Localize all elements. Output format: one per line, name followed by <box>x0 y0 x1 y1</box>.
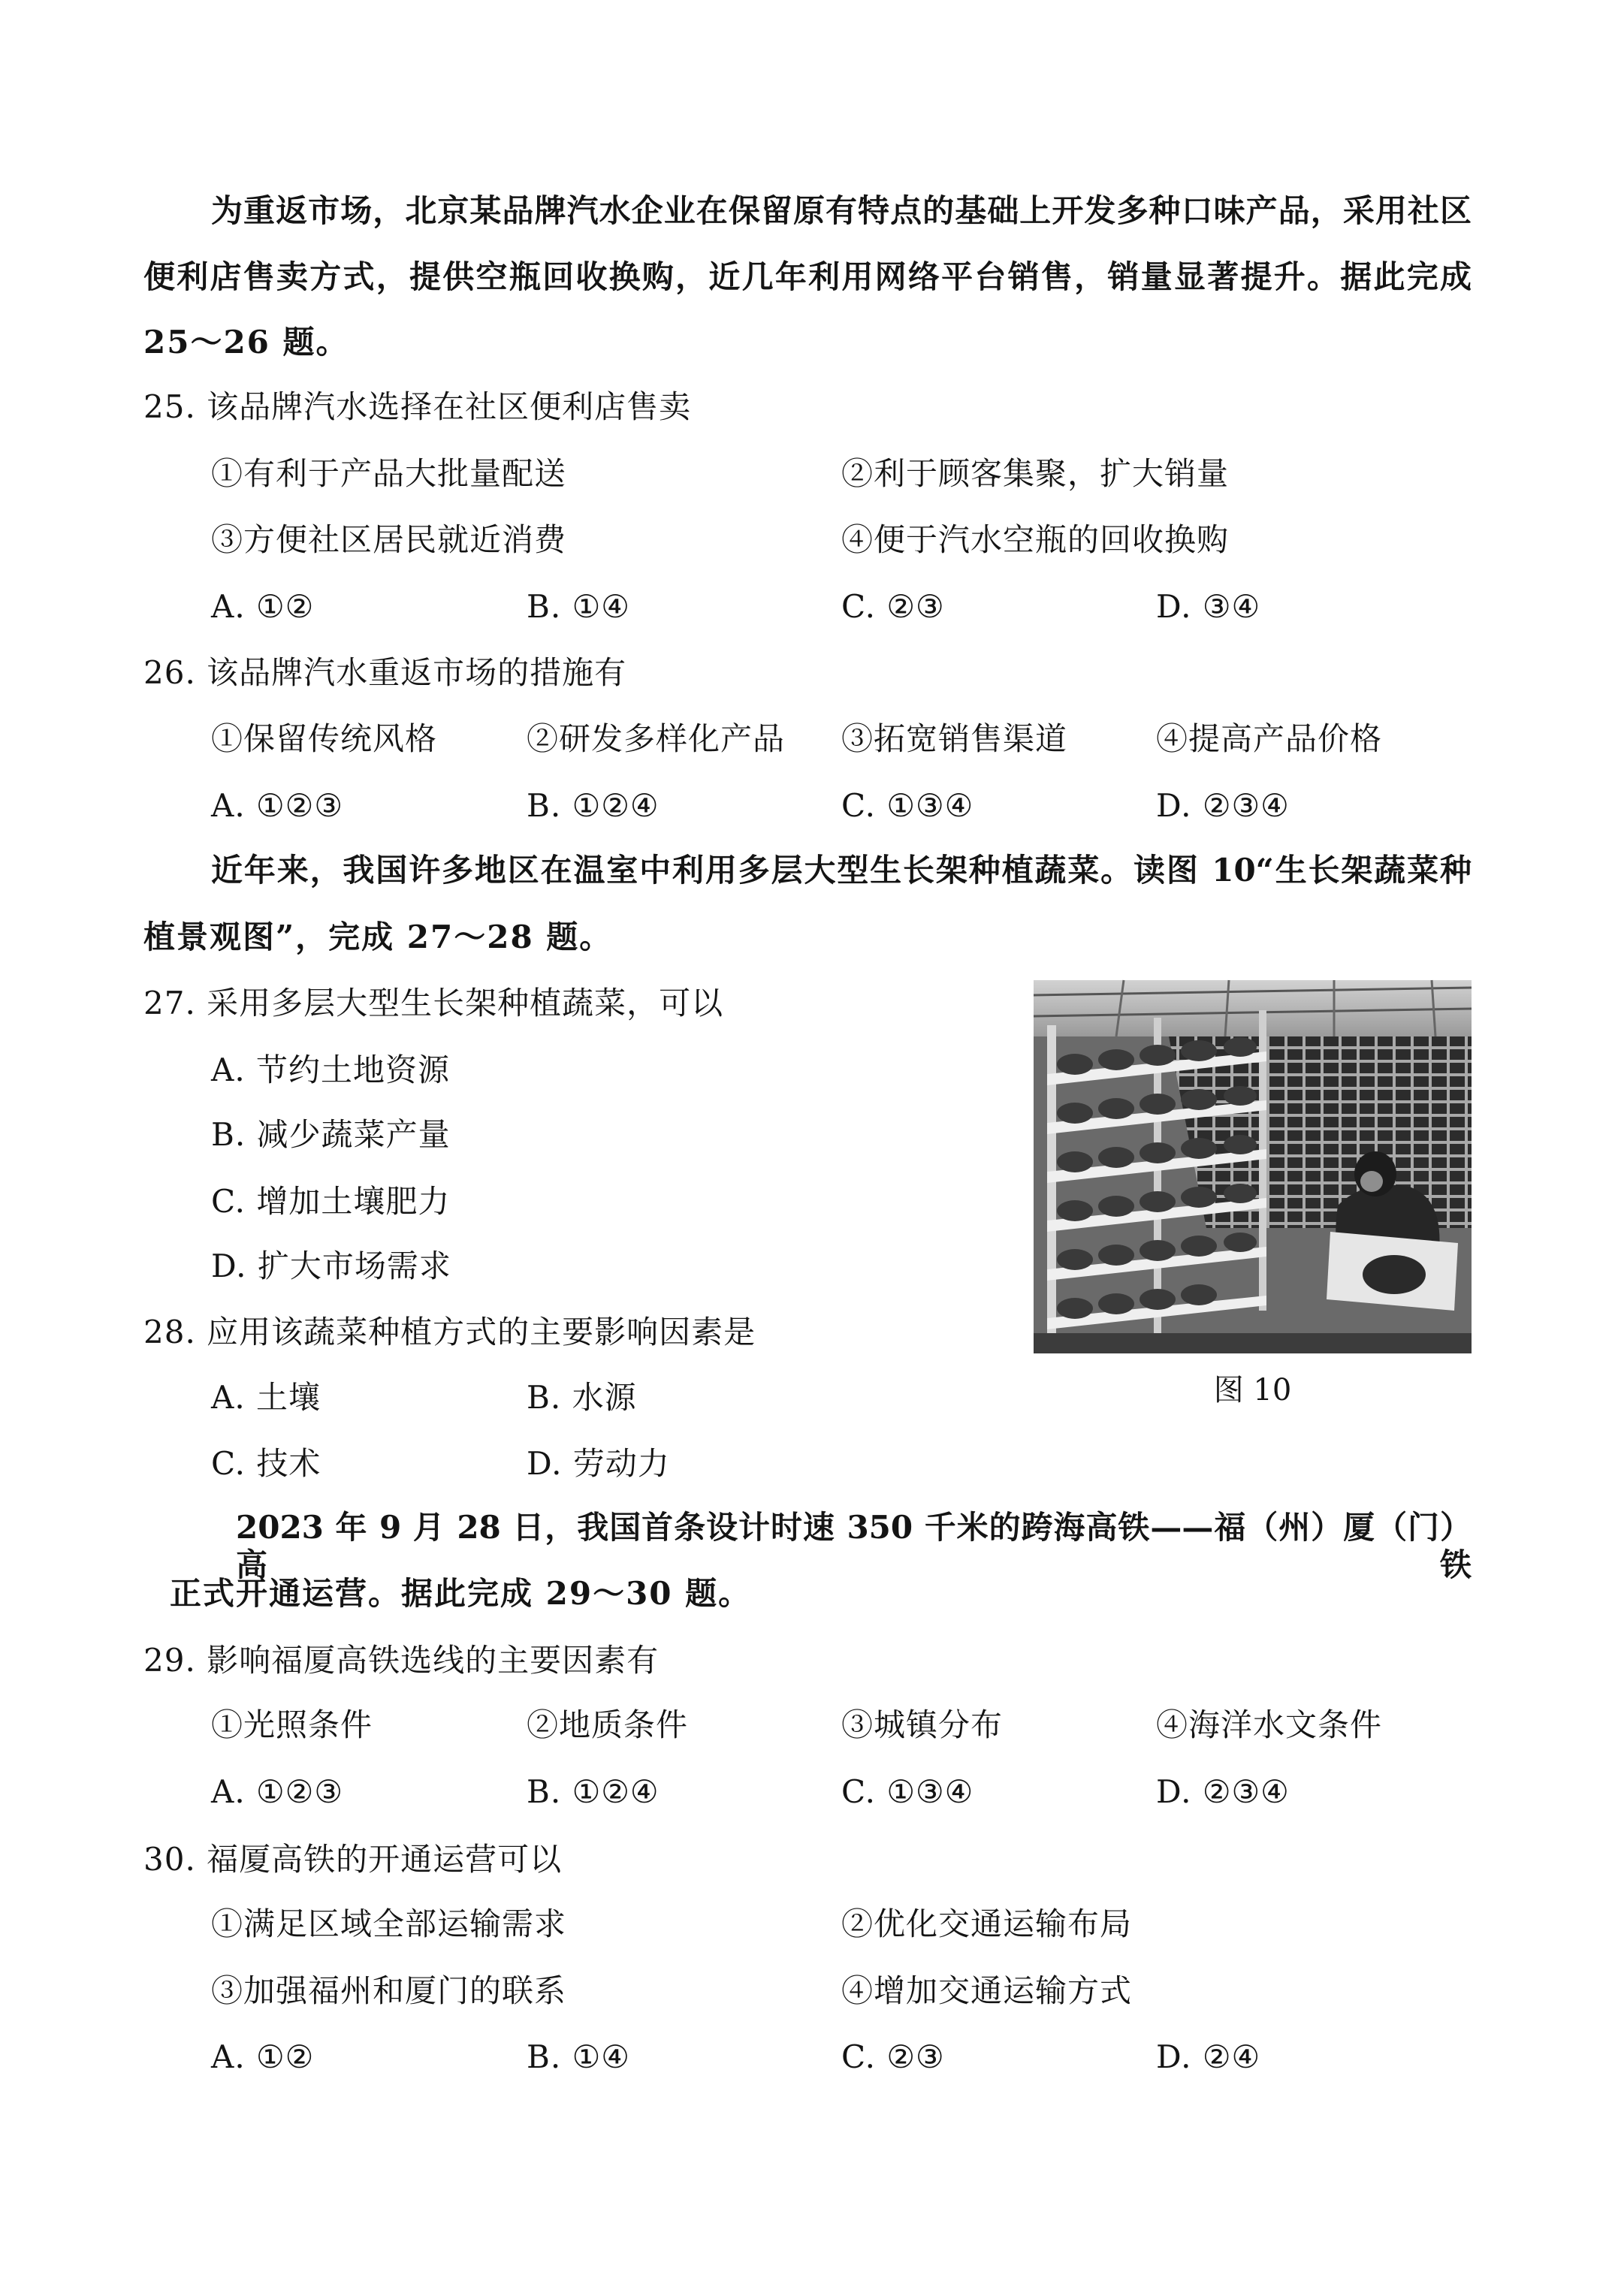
passage-line: 为重返市场，北京某品牌汽水企业在保留原有特点的基础上开发多种口味产品，采用社区 <box>211 192 1472 229</box>
option-d: D. ②③④ <box>1156 1773 1290 1810</box>
option-d: D. ②④ <box>1156 2038 1261 2075</box>
figure-caption: 图 10 <box>1213 1373 1292 1408</box>
passage-line: 便利店售卖方式，提供空瓶回收换购，近几年利用网络平台销售，销量显著提升。据此完成 <box>143 258 1472 295</box>
seedling-tray <box>1327 1232 1458 1311</box>
statement: ②优化交通运输布局 <box>841 1905 1133 1942</box>
option-a: A. ①② <box>211 2038 315 2075</box>
question-stem-26: 26. 该品牌汽水重返市场的措施有 <box>143 654 627 691</box>
question-stem-27: 27. 采用多层大型生长架种植蔬菜，可以 <box>143 985 724 1021</box>
option-a: A. ①② <box>211 588 315 625</box>
option-c: C. ②③ <box>841 2038 945 2075</box>
option-b: B. ①④ <box>527 2038 630 2075</box>
greenhouse-rack-photo <box>1034 980 1472 1353</box>
option-c: C. ①③④ <box>841 1773 974 1810</box>
option-c: C. 技术 <box>211 1445 321 1482</box>
passage-line: 植景观图”，完成 27～28 题。 <box>143 919 613 955</box>
floor <box>1034 1333 1472 1353</box>
option-b: B. 减少蔬菜产量 <box>211 1116 451 1153</box>
option-d: D. 劳动力 <box>527 1445 670 1482</box>
option-b: B. ①②④ <box>527 787 660 824</box>
statement: ②地质条件 <box>527 1706 689 1743</box>
passage-line: 2023 年 9 月 28 日，我国首条设计时速 350 千米的跨海高铁——福（州）厦（门）高铁 <box>236 1509 1472 1583</box>
option-c: C. ②③ <box>841 588 945 625</box>
statement: ④便于汽水空瓶的回收换购 <box>841 521 1230 558</box>
option-a: A. 节约土地资源 <box>211 1052 451 1088</box>
statement: ③拓宽销售渠道 <box>841 720 1068 757</box>
photo-illustration <box>1034 980 1472 1353</box>
option-c: C. 增加土壤肥力 <box>211 1183 451 1220</box>
question-stem-30: 30. 福厦高铁的开通运营可以 <box>143 1841 563 1878</box>
option-a: A. ①②③ <box>211 1773 343 1810</box>
statement: ②研发多样化产品 <box>527 720 786 757</box>
statement: ④提高产品价格 <box>1156 720 1383 757</box>
statement: ④增加交通运输方式 <box>841 1972 1133 2009</box>
option-b: B. 水源 <box>527 1379 637 1416</box>
option-c: C. ①③④ <box>841 787 974 824</box>
statement: ④海洋水文条件 <box>1156 1706 1383 1743</box>
option-d: D. ②③④ <box>1156 787 1290 824</box>
statement: ③方便社区居民就近消费 <box>211 521 567 558</box>
statement: ③加强福州和厦门的联系 <box>211 1972 567 2009</box>
passage-line: 正式开通运营。据此完成 29～30 题。 <box>170 1575 752 1612</box>
option-a: A. 土壤 <box>211 1379 321 1416</box>
passage-line: 近年来，我国许多地区在温室中利用多层大型生长架种植蔬菜。读图 10“生长架蔬菜种 <box>211 852 1472 889</box>
option-d: D. ③④ <box>1156 588 1261 625</box>
statement: ②利于顾客集聚，扩大销量 <box>841 455 1230 492</box>
statement: ③城镇分布 <box>841 1706 1004 1743</box>
question-stem-28: 28. 应用该蔬菜种植方式的主要影响因素是 <box>143 1314 756 1350</box>
statement: ①有利于产品大批量配送 <box>211 455 567 492</box>
option-b: B. ①④ <box>527 588 630 625</box>
greenhouse-roof <box>1034 980 1472 1036</box>
statement: ①满足区域全部运输需求 <box>211 1905 567 1942</box>
option-d: D. 扩大市场需求 <box>211 1248 451 1284</box>
question-stem-29: 29. 影响福厦高铁选线的主要因素有 <box>143 1642 660 1679</box>
statement: ①光照条件 <box>211 1706 373 1743</box>
passage-line: 25～26 题。 <box>143 324 349 361</box>
question-stem-25: 25. 该品牌汽水选择在社区便利店售卖 <box>143 388 692 425</box>
option-a: A. ①②③ <box>211 787 343 824</box>
option-b: B. ①②④ <box>527 1773 660 1810</box>
statement: ①保留传统风格 <box>211 720 438 757</box>
